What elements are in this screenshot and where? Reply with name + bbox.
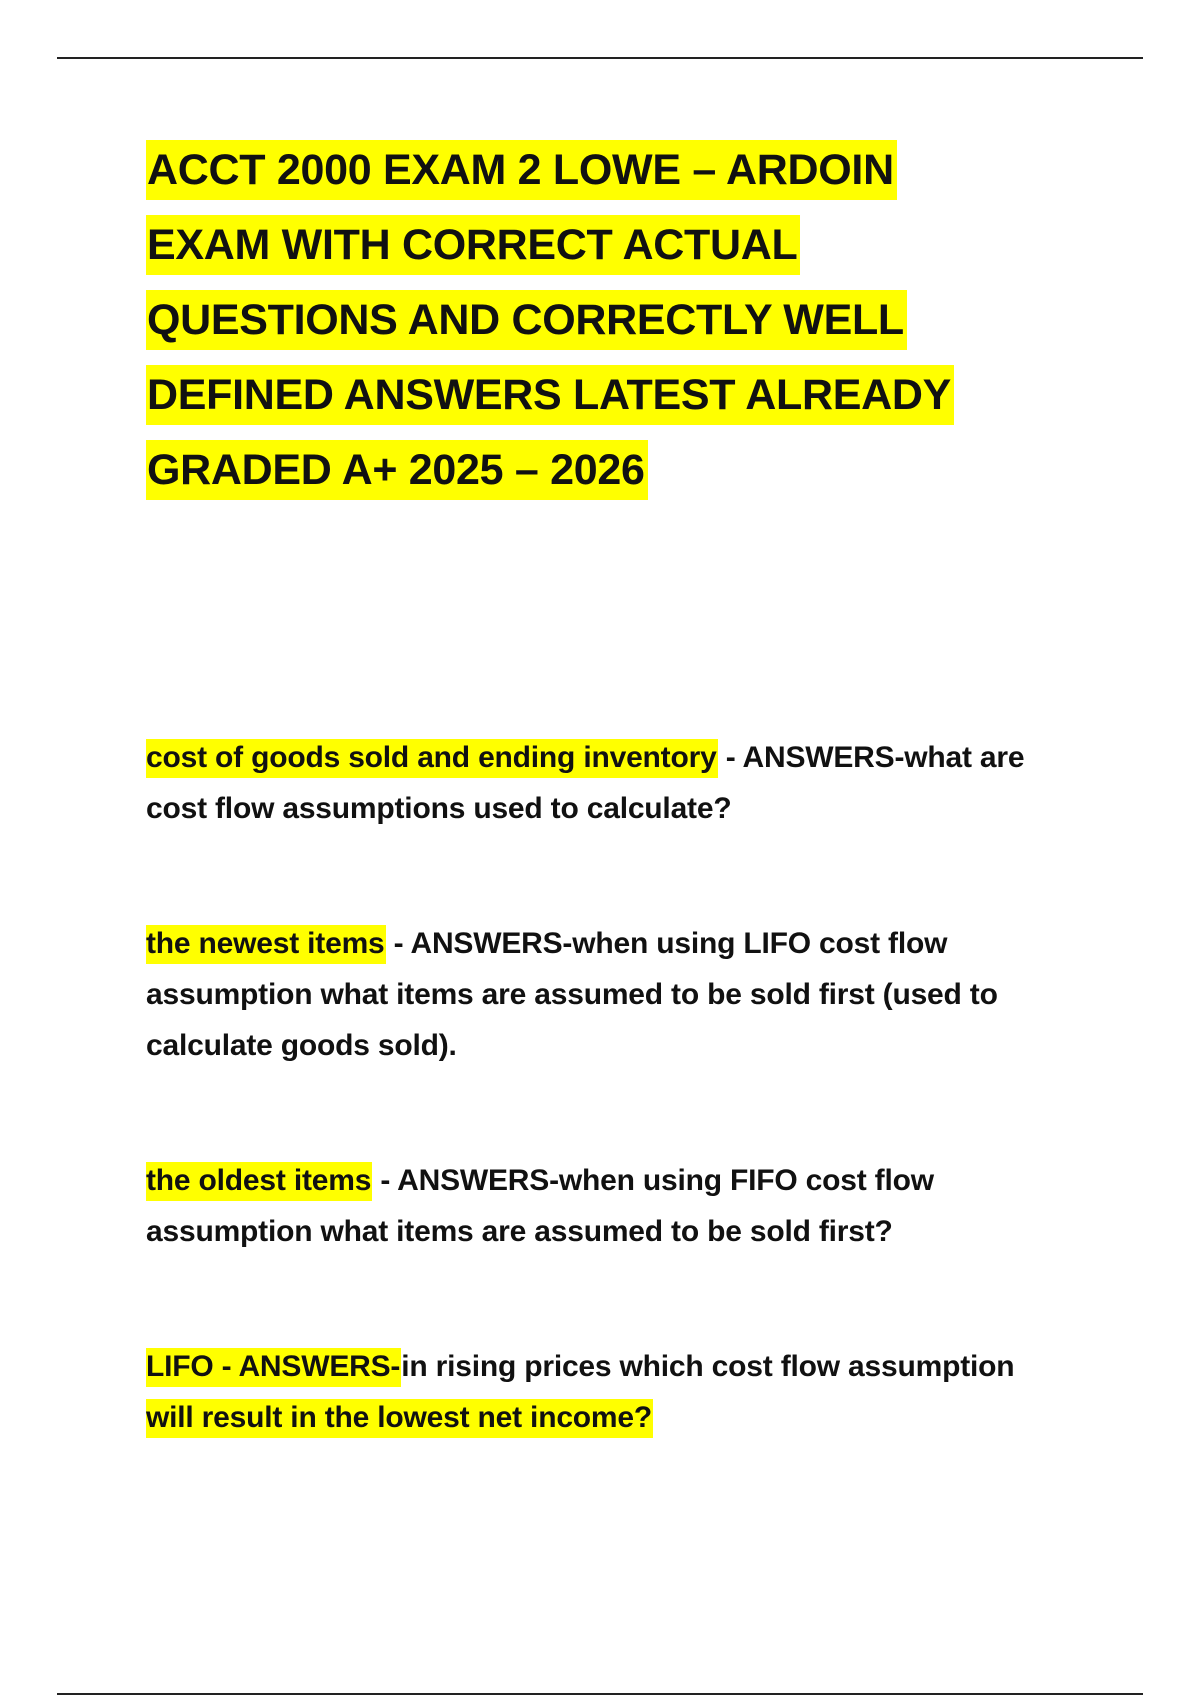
qa-item-1 [146,732,1076,834]
title-line-5: GRADED A+ 2025 – 2026 [146,440,648,500]
qa-item-4 [146,1341,1076,1443]
qa-text: in rising prices which cost flow assumption [401,1350,1015,1383]
qa-text: - ANSWERS-what are cost flow assumptions used to calculate? [146,741,1025,825]
qa-text: - ANSWERS-when using LIFO cost flow assumption what items are assumed to be sold first (used to calculate goods sold). [146,927,998,1062]
qa-item-3 [146,1155,1076,1257]
title-line-3: QUESTIONS AND CORRECTLY WELL [146,290,907,350]
title-line-4: DEFINED ANSWERS LATEST ALREADY [146,365,954,425]
qa-text-highlighted: will result in the lowest net income? [146,1399,653,1438]
qa-text: - ANSWERS-when using FIFO cost flow assumption what items are assumed to be sold first? [146,1164,934,1248]
qa-term: LIFO - ANSWERS- [146,1348,401,1387]
qa-term: the oldest items [146,1162,372,1201]
qa-term: the newest items [146,925,386,964]
qa-item-2 [146,918,1076,1071]
title-line-2: EXAM WITH CORRECT ACTUAL [146,215,800,275]
qa-term: cost of goods sold and ending inventory [146,739,718,778]
bottom-rule [57,1693,1143,1695]
document-title [146,140,1006,515]
title-line-1: ACCT 2000 EXAM 2 LOWE – ARDOIN [146,140,897,200]
top-rule [57,57,1143,59]
